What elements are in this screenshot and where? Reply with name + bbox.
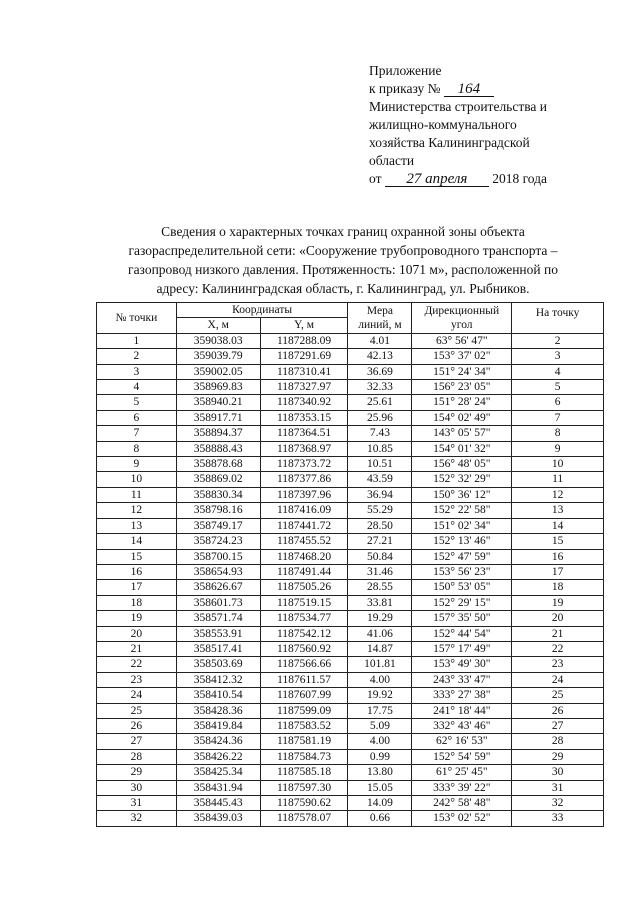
table-row (97, 564, 604, 579)
cell-point: 21 (97, 641, 177, 656)
cell-length: 50.84 (348, 549, 412, 564)
cell-angle: 241° 18' 44" (412, 703, 512, 718)
table-row (97, 580, 604, 595)
cell-length: 4.01 (348, 333, 412, 348)
header-direction-angle-1: Дирекционный (424, 304, 500, 317)
cell-point: 25 (97, 703, 177, 718)
cell-to-point: 33 (512, 811, 604, 826)
cell-y: 1187597.30 (260, 780, 348, 795)
cell-angle: 156° 23' 05" (412, 380, 512, 395)
cell-angle: 154° 02' 49" (412, 410, 512, 425)
cell-angle: 152° 47' 59" (412, 549, 512, 564)
cell-y: 1187377.86 (260, 472, 348, 487)
cell-length: 10.51 (348, 457, 412, 472)
cell-point: 18 (97, 595, 177, 610)
cell-length: 4.00 (348, 672, 412, 687)
ministry-line-3: хозяйства Калининградской (369, 135, 530, 150)
cell-length: 0.66 (348, 811, 412, 826)
order-prefix: к приказу № (369, 81, 441, 96)
title-line-3: газопровод низкого давления. Протяженность: 1071 м», расположенной по (128, 262, 558, 277)
table-row (97, 688, 604, 703)
cell-x: 358724.23 (176, 534, 260, 549)
cell-point: 17 (97, 580, 177, 595)
cell-point: 24 (97, 688, 177, 703)
table-row (97, 472, 604, 487)
header-direction-angle (412, 303, 512, 334)
table-row (97, 796, 604, 811)
cell-length: 28.50 (348, 518, 412, 533)
cell-to-point: 30 (512, 765, 604, 780)
cell-length: 33.81 (348, 595, 412, 610)
appendix-heading: Приложение (369, 63, 442, 78)
cell-angle: 157° 35' 50" (412, 611, 512, 626)
cell-angle: 152° 29' 15" (412, 595, 512, 610)
cell-angle: 153° 02' 52" (412, 811, 512, 826)
cell-to-point: 26 (512, 703, 604, 718)
table-body (97, 333, 604, 826)
cell-to-point: 5 (512, 380, 604, 395)
cell-y: 1187310.41 (260, 364, 348, 379)
cell-to-point: 28 (512, 734, 604, 749)
cell-x: 358439.03 (176, 811, 260, 826)
date-line (369, 170, 609, 188)
table-row (97, 549, 604, 564)
table-row (97, 734, 604, 749)
cell-length: 17.75 (348, 703, 412, 718)
cell-x: 358798.16 (176, 503, 260, 518)
cell-point: 32 (97, 811, 177, 826)
cell-x: 358517.41 (176, 641, 260, 656)
cell-to-point: 3 (512, 349, 604, 364)
cell-x: 358553.91 (176, 626, 260, 641)
cell-to-point: 7 (512, 410, 604, 425)
order-line (369, 80, 609, 98)
cell-x: 358894.37 (176, 426, 260, 441)
cell-point: 4 (97, 380, 177, 395)
table-row (97, 703, 604, 718)
cell-y: 1187491.44 (260, 564, 348, 579)
cell-y: 1187585.18 (260, 765, 348, 780)
cell-to-point: 19 (512, 595, 604, 610)
cell-point: 9 (97, 457, 177, 472)
table-row (97, 534, 604, 549)
cell-to-point: 8 (512, 426, 604, 441)
cell-angle: 151° 02' 34" (412, 518, 512, 533)
cell-x: 359002.05 (176, 364, 260, 379)
cell-x: 358503.69 (176, 657, 260, 672)
cell-x: 358431.94 (176, 780, 260, 795)
date-prefix: от (369, 171, 382, 186)
cell-length: 32.33 (348, 380, 412, 395)
cell-to-point: 24 (512, 672, 604, 687)
cell-angle: 61° 25' 45" (412, 765, 512, 780)
cell-y: 1187534.77 (260, 611, 348, 626)
cell-y: 1187368.97 (260, 441, 348, 456)
cell-length: 14.87 (348, 641, 412, 656)
cell-y: 1187566.66 (260, 657, 348, 672)
cell-y: 1187611.57 (260, 672, 348, 687)
cell-angle: 333° 27' 38" (412, 688, 512, 703)
table-row (97, 395, 604, 410)
table-row (97, 333, 604, 348)
table-row (97, 487, 604, 502)
cell-length: 25.61 (348, 395, 412, 410)
date-suffix: 2018 года (492, 171, 548, 186)
header-x: X, м (176, 318, 260, 333)
cell-angle: 242° 58' 48" (412, 796, 512, 811)
cell-angle: 332° 43' 46" (412, 718, 512, 733)
cell-length: 27.21 (348, 534, 412, 549)
cell-to-point: 15 (512, 534, 604, 549)
order-number-handwritten: 164 (444, 82, 494, 97)
cell-to-point: 31 (512, 780, 604, 795)
cell-x: 358571.74 (176, 611, 260, 626)
cell-length: 0.99 (348, 749, 412, 764)
cell-to-point: 10 (512, 457, 604, 472)
table-row (97, 426, 604, 441)
ministry-line-2: жилищно-коммунального (369, 117, 517, 132)
cell-angle: 150° 53' 05" (412, 580, 512, 595)
header-direction-angle-2: угол (451, 318, 473, 331)
table-row (97, 441, 604, 456)
cell-angle: 152° 22' 58" (412, 503, 512, 518)
cell-point: 30 (97, 780, 177, 795)
cell-angle: 154° 01' 32" (412, 441, 512, 456)
cell-x: 358917.71 (176, 410, 260, 425)
cell-x: 358700.15 (176, 549, 260, 564)
cell-angle: 62° 16' 53" (412, 734, 512, 749)
cell-point: 3 (97, 364, 177, 379)
cell-y: 1187416.09 (260, 503, 348, 518)
cell-length: 101.81 (348, 657, 412, 672)
cell-length: 31.46 (348, 564, 412, 579)
cell-y: 1187581.19 (260, 734, 348, 749)
cell-to-point: 23 (512, 657, 604, 672)
cell-to-point: 29 (512, 749, 604, 764)
cell-y: 1187288.09 (260, 333, 348, 348)
cell-x: 358419.84 (176, 718, 260, 733)
cell-angle: 152° 44' 54" (412, 626, 512, 641)
cell-y: 1187583.52 (260, 718, 348, 733)
table-row (97, 349, 604, 364)
cell-point: 2 (97, 349, 177, 364)
cell-to-point: 25 (512, 688, 604, 703)
table-row (97, 611, 604, 626)
table-row (97, 457, 604, 472)
cell-to-point: 11 (512, 472, 604, 487)
cell-y: 1187590.62 (260, 796, 348, 811)
appendix-block (369, 62, 609, 188)
cell-length: 4.00 (348, 734, 412, 749)
header-line-length (348, 303, 412, 334)
cell-length: 19.29 (348, 611, 412, 626)
cell-point: 6 (97, 410, 177, 425)
cell-to-point: 12 (512, 487, 604, 502)
cell-x: 358888.43 (176, 441, 260, 456)
table-row (97, 364, 604, 379)
cell-point: 5 (97, 395, 177, 410)
table-row (97, 765, 604, 780)
cell-x: 358601.73 (176, 595, 260, 610)
cell-y: 1187578.07 (260, 811, 348, 826)
cell-to-point: 18 (512, 580, 604, 595)
cell-x: 358878.68 (176, 457, 260, 472)
document-title (88, 222, 598, 298)
cell-to-point: 20 (512, 611, 604, 626)
header-y: Y, м (260, 318, 348, 333)
table-row (97, 380, 604, 395)
cell-length: 5.09 (348, 718, 412, 733)
cell-to-point: 13 (512, 503, 604, 518)
cell-angle: 151° 24' 34" (412, 364, 512, 379)
cell-to-point: 22 (512, 641, 604, 656)
cell-point: 13 (97, 518, 177, 533)
cell-y: 1187519.15 (260, 595, 348, 610)
cell-x: 358830.34 (176, 487, 260, 502)
cell-length: 41.06 (348, 626, 412, 641)
cell-to-point: 2 (512, 333, 604, 348)
cell-length: 13.80 (348, 765, 412, 780)
cell-point: 26 (97, 718, 177, 733)
cell-length: 7.43 (348, 426, 412, 441)
cell-y: 1187468.20 (260, 549, 348, 564)
cell-x: 358445.43 (176, 796, 260, 811)
cell-angle: 156° 48' 05" (412, 457, 512, 472)
header-coordinates: Координаты (176, 303, 348, 318)
cell-length: 25.96 (348, 410, 412, 425)
cell-x: 358869.02 (176, 472, 260, 487)
cell-length: 55.29 (348, 503, 412, 518)
cell-x: 358412.32 (176, 672, 260, 687)
cell-point: 1 (97, 333, 177, 348)
cell-angle: 333° 39' 22" (412, 780, 512, 795)
cell-x: 358410.54 (176, 688, 260, 703)
cell-y: 1187607.99 (260, 688, 348, 703)
table-row (97, 657, 604, 672)
title-line-4: адресу: Калининградская область, г. Калининград, ул. Рыбников. (156, 281, 530, 296)
table-row (97, 595, 604, 610)
header-to-point: На точку (512, 303, 604, 334)
table-row (97, 780, 604, 795)
table-row (97, 749, 604, 764)
title-line-1: Сведения о характерных точках границ охранной зоны объекта (161, 224, 525, 239)
cell-angle: 152° 32' 29" (412, 472, 512, 487)
cell-to-point: 32 (512, 796, 604, 811)
cell-y: 1187455.52 (260, 534, 348, 549)
cell-y: 1187397.96 (260, 487, 348, 502)
table-row (97, 518, 604, 533)
cell-x: 358749.17 (176, 518, 260, 533)
header-line-length-2: линий, м (358, 318, 402, 331)
cell-point: 19 (97, 611, 177, 626)
cell-point: 28 (97, 749, 177, 764)
cell-y: 1187364.51 (260, 426, 348, 441)
cell-angle: 153° 49' 30" (412, 657, 512, 672)
table-row (97, 641, 604, 656)
cell-x: 358425.34 (176, 765, 260, 780)
cell-x: 358424.36 (176, 734, 260, 749)
cell-length: 42.13 (348, 349, 412, 364)
cell-y: 1187599.09 (260, 703, 348, 718)
ministry-line-4: области (369, 153, 415, 168)
cell-point: 10 (97, 472, 177, 487)
cell-to-point: 16 (512, 549, 604, 564)
cell-y: 1187340.92 (260, 395, 348, 410)
cell-y: 1187584.73 (260, 749, 348, 764)
cell-length: 28.55 (348, 580, 412, 595)
cell-length: 15.05 (348, 780, 412, 795)
cell-length: 14.09 (348, 796, 412, 811)
cell-point: 27 (97, 734, 177, 749)
cell-point: 14 (97, 534, 177, 549)
cell-angle: 143° 05' 57" (412, 426, 512, 441)
table-row (97, 811, 604, 826)
cell-y: 1187327.97 (260, 380, 348, 395)
table-row (97, 410, 604, 425)
cell-point: 16 (97, 564, 177, 579)
cell-y: 1187505.26 (260, 580, 348, 595)
cell-point: 11 (97, 487, 177, 502)
cell-length: 43.59 (348, 472, 412, 487)
cell-to-point: 4 (512, 364, 604, 379)
cell-angle: 152° 54' 59" (412, 749, 512, 764)
cell-angle: 151° 28' 24" (412, 395, 512, 410)
cell-y: 1187373.72 (260, 457, 348, 472)
points-table (96, 302, 604, 827)
cell-to-point: 17 (512, 564, 604, 579)
cell-angle: 150° 36' 12" (412, 487, 512, 502)
title-line-2: газораспределительной сети: «Сооружение трубопроводного транспорта – (128, 243, 558, 258)
cell-angle: 63° 56' 47" (412, 333, 512, 348)
cell-angle: 153° 56' 23" (412, 564, 512, 579)
cell-point: 23 (97, 672, 177, 687)
header-line-length-1: Мера (366, 304, 393, 317)
cell-length: 36.69 (348, 364, 412, 379)
cell-angle: 152° 13' 46" (412, 534, 512, 549)
cell-to-point: 14 (512, 518, 604, 533)
cell-to-point: 6 (512, 395, 604, 410)
cell-y: 1187560.92 (260, 641, 348, 656)
cell-x: 359038.03 (176, 333, 260, 348)
table-row (97, 503, 604, 518)
cell-x: 358654.93 (176, 564, 260, 579)
cell-x: 358626.67 (176, 580, 260, 595)
cell-x: 358969.83 (176, 380, 260, 395)
cell-y: 1187441.72 (260, 518, 348, 533)
cell-to-point: 21 (512, 626, 604, 641)
cell-y: 1187542.12 (260, 626, 348, 641)
cell-x: 358428.36 (176, 703, 260, 718)
cell-x: 358940.21 (176, 395, 260, 410)
cell-angle: 153° 37' 02" (412, 349, 512, 364)
cell-point: 8 (97, 441, 177, 456)
cell-to-point: 9 (512, 441, 604, 456)
cell-point: 31 (97, 796, 177, 811)
cell-point: 7 (97, 426, 177, 441)
cell-to-point: 27 (512, 718, 604, 733)
table-row (97, 672, 604, 687)
cell-y: 1187353.15 (260, 410, 348, 425)
cell-length: 36.94 (348, 487, 412, 502)
table-row (97, 718, 604, 733)
date-handwritten: 27 апреля (385, 172, 489, 187)
cell-point: 20 (97, 626, 177, 641)
table-row (97, 626, 604, 641)
cell-y: 1187291.69 (260, 349, 348, 364)
cell-length: 19.92 (348, 688, 412, 703)
cell-point: 22 (97, 657, 177, 672)
cell-x: 359039.79 (176, 349, 260, 364)
header-point-number: № точки (97, 303, 177, 334)
cell-x: 358426.22 (176, 749, 260, 764)
cell-point: 29 (97, 765, 177, 780)
cell-point: 12 (97, 503, 177, 518)
cell-length: 10.85 (348, 441, 412, 456)
ministry-line-1: Министерства строительства и (369, 99, 548, 114)
cell-angle: 243° 33' 47" (412, 672, 512, 687)
cell-point: 15 (97, 549, 177, 564)
cell-angle: 157° 17' 49" (412, 641, 512, 656)
